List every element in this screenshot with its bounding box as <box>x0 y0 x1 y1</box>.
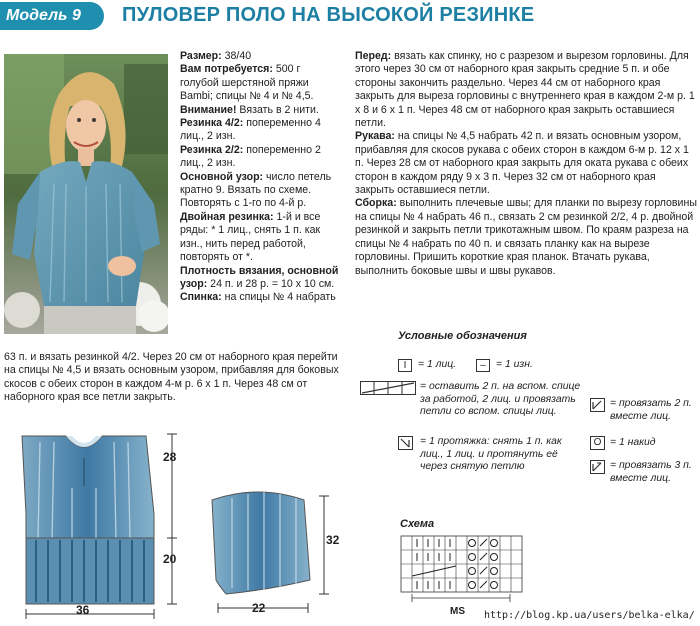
legend-k2tog: = провязать 2 п. вместе лиц. <box>610 398 692 422</box>
legend-yarn-over: = 1 накид <box>610 437 656 448</box>
k3tog-symbol <box>590 460 605 474</box>
sleeve-height-label: 32 <box>326 533 340 547</box>
body-width-label: 36 <box>76 603 90 617</box>
model-photo-illustration <box>4 54 168 334</box>
spec-attention: Внимание! Вязать в 2 нити. <box>180 103 319 116</box>
spec-materials: Вам потребуется: 500 г голубой шерстяной пряжи Bambi; спицы № 4 и № 4,5. <box>180 63 314 103</box>
legend-pull: = 1 протяжка: снять 1 п. как лиц., 1 лиц. и протянуть её через снятую петлю <box>420 436 562 473</box>
legend-purl: = 1 изн. <box>496 359 533 370</box>
body-diagram <box>14 428 184 620</box>
model-badge: Модель 9 <box>0 2 104 30</box>
sleeve-width-label: 22 <box>252 601 266 615</box>
schema-chart <box>400 535 524 607</box>
legend-knit: = 1 лиц. <box>418 359 457 370</box>
spec-density: Плотность вязания, основной узор: 24 п. и 28 р. = 10 х 10 см. <box>180 264 339 290</box>
legend-cable-cross: = оставить 2 п. на вспом. спице за работой, 2 лиц. и провязать петли со вспом. спицы лиц. <box>420 381 581 418</box>
spec-double-rib: Двойная резинка: 1-й и все ряды: * 1 лиц., снять 1 п. как изн., нить перед работой, повторять от *. <box>180 210 321 264</box>
instr-assembly: Сборка: выполнить плечевые швы; для планки по вырезу горловины на спицы № 4 набрать 46 п., связать 2 см резинкой 2/2, 4 р. двойной резинкой и закрыть петли трикотажным швом. По краям разреза на спицы № 4 набрать по 40 п. и связать планку как на вырезе горловины. Пришить короткие края планок. Втачать рукава, выполнить боковые швы и швы рукавов. <box>355 197 697 277</box>
spec-back-continued: 63 п. и вязать резинкой 4/2. Через 20 см от наборного края перейти на спицы № 4,5 и вязать основным узором, прибавляя для боковых скосов с обеих сторон в каждом 4-м р. 6 х 1 п. Через 48 см от наборного края все петли закрыть. <box>4 351 339 404</box>
spec-main-pattern: Основной узор: число петель кратно 9. Вязать по схеме. Повторять с 1-го по 4-й р. <box>180 170 332 210</box>
instr-sleeves: Рукава: на спицы № 4,5 набрать 42 п. и вязать основным узором, прибавляя для скосов рукава с обеих сторон в каждом 6-м р. 12 х 1 п. Через 28 см от наборного края закрыть для оката рукава с обеих сторон в каждом ряду 9 х 3 п. Через 32 см от наборного края закрыть оставшиеся петли. <box>355 130 689 197</box>
specs-block <box>180 50 342 305</box>
pull-symbol <box>398 436 413 450</box>
spec-rib-4-2: Резинка 4/2: попеременно 4 лиц., 2 изн. <box>180 117 321 143</box>
spec-back-start: Спинка: на спицы № 4 набрать <box>180 291 336 304</box>
schema-title: Схема <box>400 518 435 530</box>
spec-rib-2-2: Резинка 2/2: попеременно 2 лиц., 2 изн. <box>180 143 321 170</box>
body-height-top-label: 28 <box>163 450 177 464</box>
sleeve-diagram <box>208 484 338 614</box>
page-title: ПУЛОВЕР ПОЛО НА ВЫСОКОЙ РЕЗИНКЕ <box>122 4 535 26</box>
cable-cross-symbol <box>360 381 416 395</box>
legend-k3tog: = провязать 3 п. вместе лиц. <box>610 460 692 484</box>
instr-front: Перед: вязать как спинку, но с разрезом и вырезом горловины. Для этого через 30 см от наборного края закрыть средние 5 п. и обе стороны закончить раздельно. Через 44 см от наборного края закрыть для выреза горловины с внутреннего края в каждом 2-м р. 1 х 8 и 6 х 1 п. Через 48 см от наборного края закрыть оставшиеся петли. <box>355 50 695 130</box>
k2tog-symbol <box>590 398 605 412</box>
legend-title: Условные обозначения <box>398 330 527 342</box>
schema-ms-label: MS <box>450 606 465 617</box>
yarn-over-symbol: O <box>590 436 605 450</box>
source-url[interactable]: http://blog.kp.ua/users/belka-elka/ <box>484 610 695 621</box>
spec-size: Размер: 38/40 <box>180 50 252 62</box>
body-height-bottom-label: 20 <box>163 552 177 566</box>
model-photo <box>4 54 168 334</box>
purl-symbol: – <box>476 359 490 372</box>
knit-symbol: I <box>398 359 412 372</box>
instructions-block <box>355 50 697 278</box>
